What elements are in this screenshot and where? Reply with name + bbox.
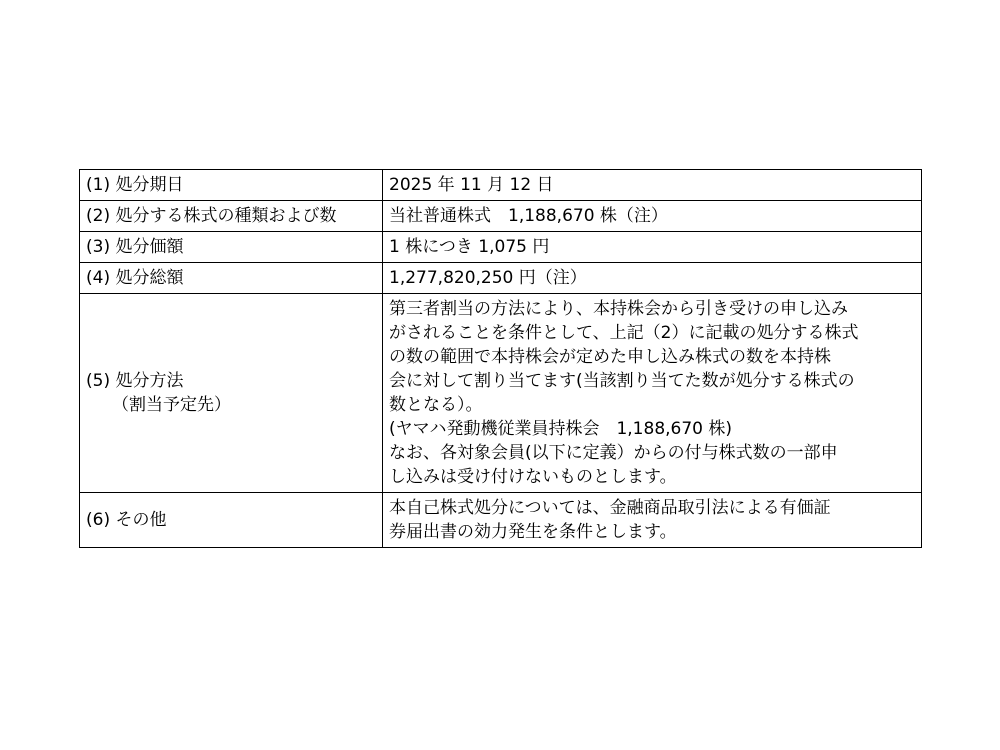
value-line: し込みは受け付けないものとします。 <box>389 467 677 487</box>
value-line: 2025 年 11 月 12 日 <box>389 175 554 195</box>
table-row <box>80 170 922 201</box>
row-value <box>383 493 922 548</box>
row-label-sub: （割当予定先） <box>112 395 231 415</box>
row-value <box>383 232 922 263</box>
row-label: (4) 処分総額 <box>80 263 383 294</box>
value-line: 1 株につき 1,075 円 <box>389 237 550 257</box>
value-line: 第三者割当の方法により、本持株会から引き受けの申し込み <box>389 299 848 319</box>
table-row <box>80 263 922 294</box>
row-value <box>383 170 922 201</box>
value-line: 当社普通株式 1,188,670 株（注） <box>389 206 668 226</box>
row-label <box>80 294 383 493</box>
value-line: 券届出書の効力発生を条件とします。 <box>389 522 677 542</box>
disposal-terms-table <box>79 169 922 548</box>
table-row <box>80 232 922 263</box>
value-line: 本自己株式処分については、金融商品取引法による有価証 <box>389 498 831 518</box>
value-line: 1,277,820,250 円（注） <box>389 268 587 288</box>
row-label: (1) 処分期日 <box>80 170 383 201</box>
row-label: (3) 処分価額 <box>80 232 383 263</box>
row-label: (2) 処分する株式の種類および数 <box>80 201 383 232</box>
value-line: の数の範囲で本持株会が定めた申し込み株式の数を本持株 <box>389 347 831 367</box>
table-row <box>80 294 922 493</box>
row-value <box>383 294 922 493</box>
value-line: 数となる）。 <box>389 395 483 415</box>
value-line: がされることを条件として、上記（2）に記載の処分する株式 <box>389 323 859 343</box>
table-row <box>80 201 922 232</box>
row-value <box>383 201 922 232</box>
table-row <box>80 493 922 548</box>
row-label-main: (5) 処分方法 <box>86 371 184 391</box>
value-line: なお、各対象会員(以下に定義）からの付与株式数の一部申 <box>389 443 838 463</box>
value-line: 会に対して割り当てます(当該割り当てた数が処分する株式の <box>389 371 855 391</box>
row-label: (6) その他 <box>80 493 383 548</box>
value-line: (ヤマハ発動機従業員持株会 1,188,670 株) <box>389 419 733 439</box>
row-value <box>383 263 922 294</box>
